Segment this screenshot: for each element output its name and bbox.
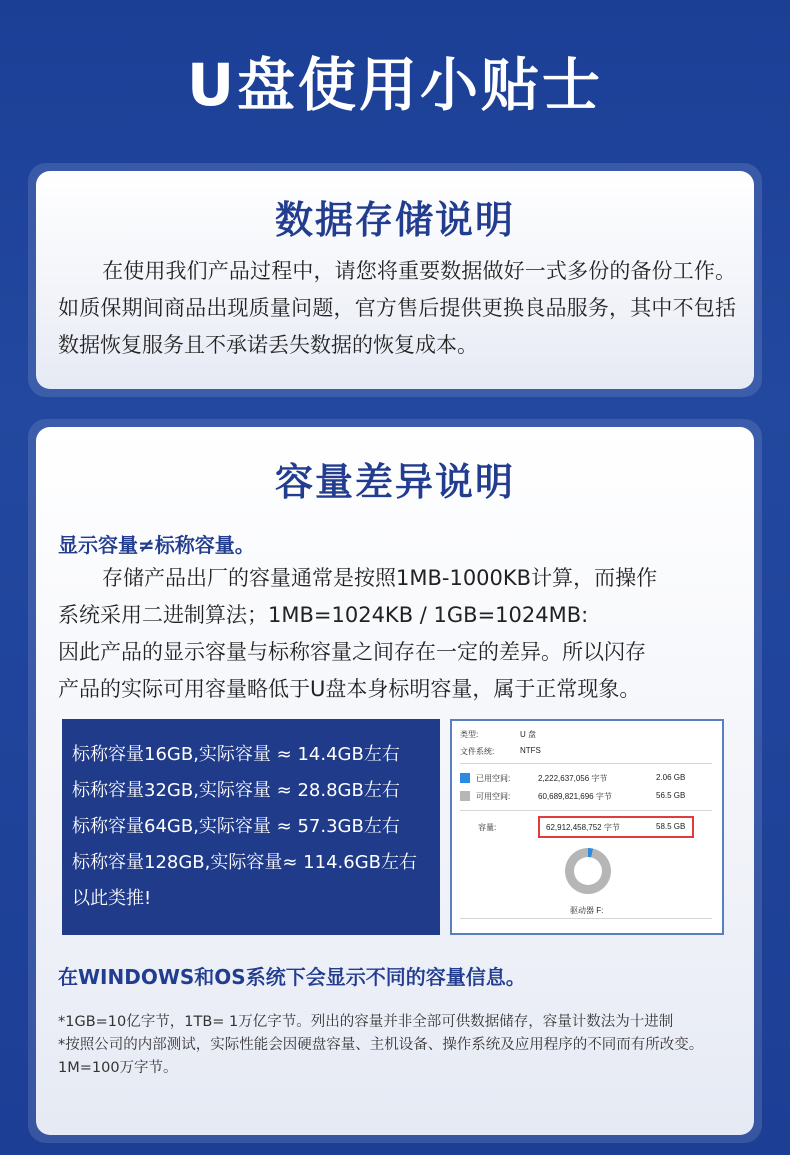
capacity-card — [36, 427, 754, 1135]
type-label: 类型: — [460, 730, 479, 739]
capacity-row: 标称容量128GB,实际容量≈ 114.6GB左右 — [72, 852, 418, 873]
divider — [460, 763, 712, 764]
storage-card — [36, 171, 754, 389]
capacity-line: 系统采用二进制算法；1MB=1024KB / 1GB=1024MB: — [58, 603, 589, 627]
free-bytes: 60,689,821,696 字节 — [538, 792, 612, 801]
storage-body: 在使用我们产品过程中，请您将重要数据做好一式多份的备份工作。如质保期间商品出现质量问题，官方售后提供更换良品服务，其中不包括数据恢复服务且不承诺丢失数据的恢复成本。 — [58, 259, 736, 357]
used-label: 已用空间: — [476, 774, 511, 783]
capacity-line: 产品的实际可用容量略低于U盘本身标明容量，属于正常现象。 — [58, 677, 641, 701]
footnote: *按照公司的内部测试，实际性能会因硬盘容量、主机设备、操作系统及应用程序的不同而有所改变。1M=100万字节。 — [58, 1037, 704, 1076]
usage-donut-chart — [565, 848, 611, 894]
used-swatch-icon — [460, 773, 470, 783]
capacity-line: 存储产品出厂的容量通常是按照1MB-1000KB计算，而操作 — [102, 566, 658, 590]
storage-heading: 数据存储说明 — [274, 198, 515, 242]
drive-properties-screenshot — [450, 719, 724, 935]
footnotes — [58, 1011, 730, 1080]
capacity-line: 因此产品的显示容量与标称容量之间存在一定的差异。所以闪存 — [58, 640, 646, 664]
capacity-paragraph — [58, 560, 736, 708]
footnote: *1GB=10亿字节，1TB= 1万亿字节。列出的容量并非全部可供数据储存，容量计数法为十进制 — [58, 1014, 674, 1030]
os-note: 在WINDOWS和OS系统下会显示不同的容量信息。 — [58, 965, 526, 989]
free-swatch-icon — [460, 791, 470, 801]
capacity-label: 容量: — [478, 823, 497, 832]
divider — [460, 918, 712, 919]
capacity-row: 以此类推! — [72, 888, 152, 909]
page-title: U盘使用小贴士 — [186, 51, 604, 119]
capacity-card-frame — [28, 419, 762, 1143]
fs-value: NTFS — [520, 746, 541, 755]
capacity-row: 标称容量16GB,实际容量 ≈ 14.4GB左右 — [72, 744, 400, 765]
used-bytes: 2,222,637,056 字节 — [538, 774, 608, 783]
capacity-bytes: 62,912,458,752 字节 — [546, 823, 620, 832]
used-size: 2.06 GB — [656, 773, 686, 782]
storage-card-frame — [28, 163, 762, 397]
capacity-row: 标称容量32GB,实际容量 ≈ 28.8GB左右 — [72, 780, 400, 801]
capacity-table — [62, 719, 440, 935]
storage-paragraph — [58, 253, 736, 364]
divider — [460, 810, 712, 811]
free-label: 可用空间: — [476, 792, 511, 801]
capacity-row: 标称容量64GB,实际容量 ≈ 57.3GB左右 — [72, 816, 400, 837]
drive-label: 驱动器 F: — [570, 906, 604, 915]
capacity-heading: 容量差异说明 — [274, 460, 515, 504]
free-size: 56.5 GB — [656, 791, 686, 800]
capacity-subheading: 显示容量≠标称容量。 — [58, 533, 255, 557]
fs-label: 文件系统: — [460, 747, 495, 756]
type-value: U 盘 — [520, 730, 536, 739]
capacity-size: 58.5 GB — [656, 822, 686, 831]
